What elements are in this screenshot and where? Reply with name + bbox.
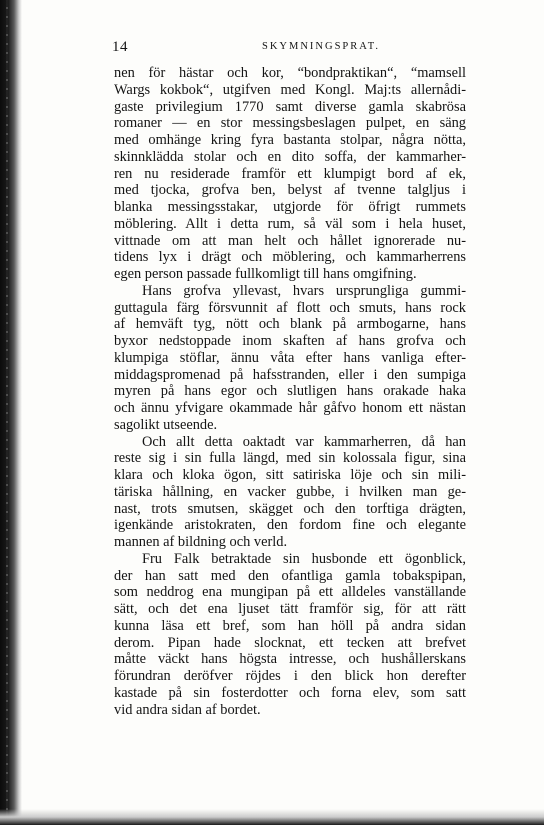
- text-line: förundran deröfver röjdes i den blick hon derefter: [114, 668, 466, 684]
- text-line: igenkände aristokraten, den fordom fine och elegante: [114, 517, 466, 534]
- text-line: Wargs kokbok“, utgifven med Kongl. Maj:ts allernådi-: [114, 81, 466, 98]
- text-line: Hans grofva yllevast, hvars ursprungliga gummi-: [142, 282, 466, 299]
- text-line: och ännu yfvigare okammade hår gåfvo honom ett nästan: [114, 400, 466, 416]
- text-line: kunna läsa ett bref, som han höll på andra sidan: [114, 617, 466, 634]
- text-line: af hemväft tyg, nött och blank på armbogarne, hans: [114, 316, 466, 333]
- text-line: Och allt detta oaktadt var kammarherren, då han: [142, 433, 466, 450]
- text-line: guttagula färg försvunnit af flott och smuts, hans rock: [114, 299, 466, 316]
- text-line: klara och kloka ögon, sitt satiriska löje och sin mili-: [114, 467, 466, 483]
- text-line: sätt, och det ena ljuset tätt framför sig, för att rätt: [114, 601, 466, 617]
- page-bottom-shadow: [0, 809, 544, 825]
- text-line: nast, trots smutsen, skägget och den torftiga drägten,: [114, 500, 466, 517]
- text-line: möblering. Allt i detta rum, så väl som i hela huset,: [114, 215, 466, 232]
- page-header: [112, 39, 467, 59]
- text-line: mannen af bildning och verld.: [114, 534, 288, 550]
- text-line: middagspromenad på hafsstranden, eller i den sumpiga: [114, 366, 466, 383]
- text-line: vittnade om att man helt och hållet ignorerade nu-: [114, 232, 466, 249]
- text-line: gaste privilegium 1770 samt diverse gamla skabrösa: [114, 98, 466, 115]
- text-line: byxor nedstoppade inom skaften af hans grofva och: [114, 333, 466, 349]
- text-line: reste sig i sin fulla längd, med sin kolossala figur, sina: [114, 450, 466, 467]
- text-line: täriska hållning, en vacker gubbe, i hvilken man ge-: [114, 483, 466, 500]
- text-line: der han satt med den ofantliga gamla tobakspipan,: [114, 567, 466, 584]
- text-line: myren på hans egor och slutligen hans orakade haka: [114, 383, 466, 400]
- text-line: med omhänge kring fyra bastanta stolpar, några nötta,: [114, 132, 466, 148]
- page-spine-shadow: [0, 0, 22, 825]
- text-line: blanka messingsstakar, utgjorde för öfrigt rummets: [114, 199, 466, 215]
- page-number: 14: [112, 39, 128, 55]
- text-line: klumpiga stöflar, ännu våta efter hans vanliga efter-: [114, 349, 466, 366]
- text-line: sagolikt utseende.: [114, 416, 218, 433]
- running-title: SKYMNINGSPRAT.: [262, 41, 380, 52]
- text-line: derom. Pipan hade slocknat, ett tecken att brefvet: [114, 634, 466, 651]
- text-line: som neddrog ena mungipan på ett alldeles vanställande: [114, 584, 466, 601]
- text-line: egen person passade fullkomligt till hans omgifning.: [114, 266, 417, 282]
- text-line: med tjocka, grofva ben, belyst af tvenne talgljus i: [114, 182, 466, 199]
- text-line: ren nu residerade framför ett klumpigt bord af ek,: [114, 165, 466, 182]
- text-line: tidens lyx i drägt och möblering, och kammarherrens: [114, 249, 466, 266]
- text-line: kastade på sin fosterdotter och forna elev, som satt: [114, 684, 466, 701]
- body-text: [114, 65, 466, 718]
- text-line: skinnklädda stolar och en dito soffa, der kammarher-: [114, 148, 466, 165]
- text-line: romaner — en stor messingsbeslagen pulpet, en säng: [114, 115, 466, 132]
- text-line: nen för hästar och kor, “bondpraktikan“, “mamsell: [114, 65, 466, 81]
- text-line: måtte väckt hans högsta intresse, och hushållerskans: [114, 651, 466, 668]
- text-line: vid andra sidan af bordet.: [114, 701, 261, 718]
- text-line: Fru Falk betraktade sin husbonde ett ögonblick,: [142, 550, 466, 567]
